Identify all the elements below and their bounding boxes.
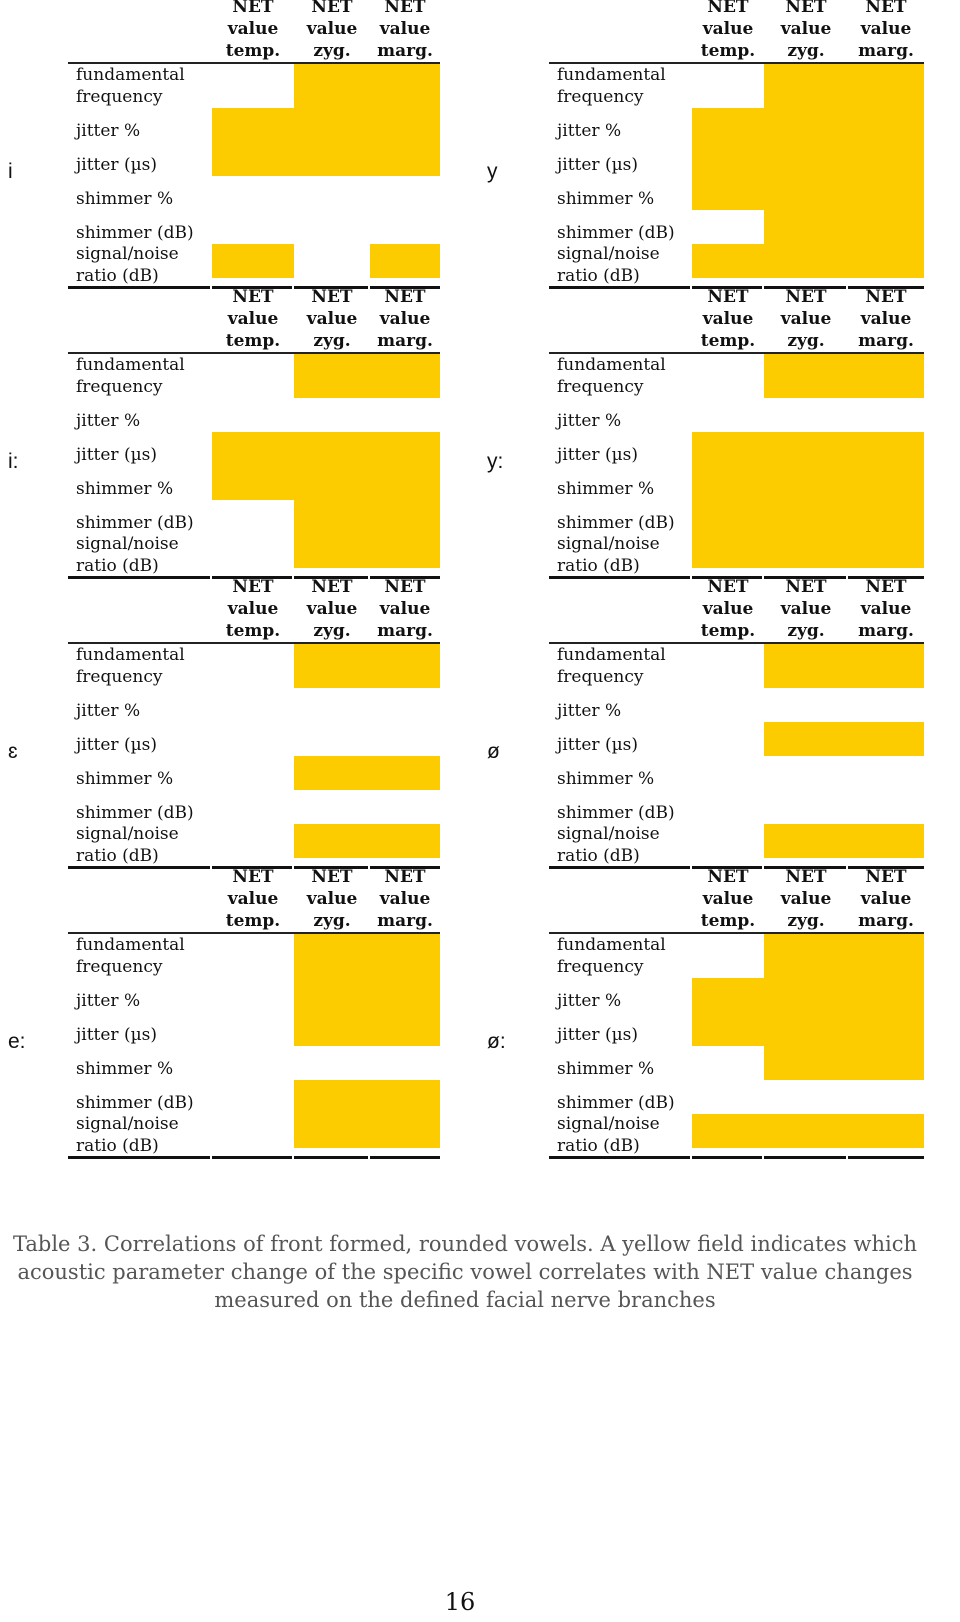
- highlight-cell: [764, 62, 848, 108]
- column-header: NET value temp.: [225, 577, 281, 641]
- parameter-label: fundamental frequency: [557, 645, 666, 687]
- highlight-cell: [692, 244, 764, 278]
- parameter-label: signal/noise ratio (dB): [76, 1114, 179, 1156]
- vowel-label: y:: [487, 450, 504, 473]
- highlight-cell: [764, 1012, 848, 1046]
- parameter-label: shimmer (dB): [76, 1093, 194, 1113]
- highlight-cell: [848, 62, 924, 108]
- parameter-label: jitter %: [557, 701, 622, 721]
- parameter-label: jitter (µs): [557, 445, 638, 465]
- highlight-cell: [764, 244, 848, 278]
- parameter-label: fundamental frequency: [76, 935, 185, 977]
- highlight-cell: [764, 108, 848, 142]
- page-number: 16: [444, 1588, 476, 1616]
- column-header: NET value marg.: [858, 287, 914, 351]
- column-header: NET value zyg.: [780, 0, 832, 61]
- vowel-label: i: [8, 160, 13, 183]
- parameter-label: signal/noise ratio (dB): [557, 1114, 660, 1156]
- highlight-cell: [848, 642, 924, 688]
- parameter-label: jitter (µs): [76, 155, 157, 175]
- parameter-label: shimmer %: [76, 479, 174, 499]
- parameter-label: jitter %: [557, 991, 622, 1011]
- parameter-label: signal/noise ratio (dB): [557, 534, 660, 576]
- parameter-label: jitter (µs): [557, 1025, 638, 1045]
- highlight-cell: [848, 978, 924, 1012]
- bottom-rule: [549, 1156, 690, 1159]
- column-header: NET value zyg.: [780, 867, 832, 931]
- parameter-label: fundamental frequency: [76, 355, 185, 397]
- highlight-cell: [848, 108, 924, 142]
- vowel-label: e:: [8, 1030, 26, 1053]
- parameter-label: fundamental frequency: [557, 355, 666, 397]
- parameter-label: shimmer %: [557, 769, 655, 789]
- column-header: NET value temp.: [700, 577, 756, 641]
- parameter-label: signal/noise ratio (dB): [557, 244, 660, 286]
- parameter-label: shimmer (dB): [557, 803, 675, 823]
- highlight-cell: [692, 1114, 764, 1148]
- column-header: NET value marg.: [377, 577, 433, 641]
- highlight-cell: [848, 1046, 924, 1080]
- column-header: NET value zyg.: [306, 287, 358, 351]
- highlight-cell: [764, 500, 848, 534]
- parameter-label: shimmer (dB): [76, 513, 194, 533]
- highlight-cell: [848, 1012, 924, 1046]
- column-header: NET value marg.: [858, 577, 914, 641]
- parameter-label: shimmer %: [76, 769, 174, 789]
- bottom-rule: [764, 1156, 846, 1159]
- column-header: NET value temp.: [700, 0, 756, 61]
- bottom-rule: [549, 866, 690, 869]
- parameter-label: jitter (µs): [76, 735, 157, 755]
- highlight-cell: [692, 978, 764, 1012]
- column-header: NET value temp.: [700, 287, 756, 351]
- highlight-cell: [764, 176, 848, 210]
- parameter-label: shimmer (dB): [557, 223, 675, 243]
- parameter-label: fundamental frequency: [557, 935, 666, 977]
- parameter-label: shimmer %: [557, 1059, 655, 1079]
- highlight-cell: [764, 352, 848, 398]
- parameter-label: jitter %: [76, 701, 141, 721]
- vowel-table: [0, 0, 960, 290]
- parameter-label: jitter (µs): [76, 445, 157, 465]
- vowel-label: ø:: [487, 1030, 506, 1053]
- highlight-cell: [764, 534, 848, 568]
- highlight-cell: [848, 244, 924, 278]
- parameter-label: signal/noise ratio (dB): [76, 534, 179, 576]
- parameter-label: fundamental frequency: [76, 645, 185, 687]
- highlight-cell: [848, 176, 924, 210]
- highlight-cell: [764, 142, 848, 176]
- parameter-label: fundamental frequency: [76, 65, 185, 107]
- highlight-cell: [764, 932, 848, 978]
- highlight-cell: [764, 1046, 848, 1080]
- bottom-rule: [692, 1156, 762, 1159]
- vowel-label: i:: [8, 450, 19, 473]
- highlight-cell: [848, 1114, 924, 1148]
- parameter-label: jitter %: [76, 121, 141, 141]
- vowel-table: [0, 287, 960, 580]
- column-header: NET value temp.: [225, 0, 281, 61]
- highlight-cell: [848, 932, 924, 978]
- parameter-label: shimmer (dB): [557, 1093, 675, 1113]
- highlight-cell: [764, 978, 848, 1012]
- column-header: NET value zyg.: [780, 287, 832, 351]
- parameter-label: shimmer %: [557, 479, 655, 499]
- highlight-cell: [764, 432, 848, 466]
- parameter-label: jitter %: [557, 121, 622, 141]
- table-caption: Table 3. Correlations of front formed, rounded vowels. A yellow field indicates which acoustic parameter change of the specific vowel correlates with NET value changes measured on the defined facial nerve branches: [13, 1232, 917, 1312]
- highlight-cell: [848, 210, 924, 244]
- highlight-cell: [692, 432, 764, 466]
- column-header: NET value temp.: [225, 867, 281, 931]
- parameter-label: shimmer (dB): [557, 513, 675, 533]
- highlight-cell: [848, 142, 924, 176]
- parameter-label: shimmer (dB): [76, 803, 194, 823]
- highlight-cell: [692, 466, 764, 500]
- highlight-cell: [848, 534, 924, 568]
- vowel-label: ø: [487, 740, 500, 763]
- parameter-label: jitter %: [76, 411, 141, 431]
- highlight-cell: [692, 534, 764, 568]
- highlight-cell: [764, 1114, 848, 1148]
- parameter-label: signal/noise ratio (dB): [76, 244, 179, 286]
- parameter-label: signal/noise ratio (dB): [76, 824, 179, 866]
- bottom-rule: [549, 286, 690, 289]
- parameter-label: jitter %: [76, 991, 141, 1011]
- highlight-cell: [764, 466, 848, 500]
- highlight-cell: [848, 824, 924, 858]
- column-header: NET value temp.: [225, 287, 281, 351]
- highlight-cell: [692, 1012, 764, 1046]
- highlight-cell: [848, 466, 924, 500]
- column-header: NET value marg.: [377, 287, 433, 351]
- vowel-table: [0, 577, 960, 870]
- column-header: NET value marg.: [377, 867, 433, 931]
- column-header: NET value temp.: [700, 867, 756, 931]
- column-header: NET value zyg.: [306, 0, 358, 61]
- highlight-cell: [764, 642, 848, 688]
- parameter-label: jitter (µs): [557, 155, 638, 175]
- parameter-label: shimmer %: [76, 189, 174, 209]
- column-header: NET value marg.: [858, 867, 914, 931]
- parameter-label: jitter (µs): [557, 735, 638, 755]
- highlight-cell: [764, 722, 848, 756]
- column-header: NET value marg.: [858, 0, 914, 61]
- column-header: NET value zyg.: [780, 577, 832, 641]
- highlight-cell: [764, 824, 848, 858]
- vowel-label: ɛ: [8, 740, 18, 763]
- highlight-cell: [764, 210, 848, 244]
- vowel-label: y: [487, 160, 498, 183]
- highlight-cell: [692, 176, 764, 210]
- highlight-cell: [692, 108, 764, 142]
- highlight-cell: [848, 352, 924, 398]
- bottom-rule: [848, 1156, 924, 1159]
- parameter-label: shimmer %: [76, 1059, 174, 1079]
- column-header: NET value marg.: [377, 0, 433, 61]
- parameter-label: shimmer (dB): [76, 223, 194, 243]
- parameter-label: jitter %: [557, 411, 622, 431]
- parameter-label: fundamental frequency: [557, 65, 666, 107]
- parameter-label: jitter (µs): [76, 1025, 157, 1045]
- parameter-label: signal/noise ratio (dB): [557, 824, 660, 866]
- highlight-cell: [692, 142, 764, 176]
- vowel-table: [0, 867, 960, 1160]
- bottom-rule: [549, 576, 690, 579]
- highlight-cell: [848, 432, 924, 466]
- column-header: NET value zyg.: [306, 577, 358, 641]
- highlight-cell: [848, 722, 924, 756]
- parameter-label: shimmer %: [557, 189, 655, 209]
- column-header: NET value zyg.: [306, 867, 358, 931]
- highlight-cell: [692, 500, 764, 534]
- highlight-cell: [848, 500, 924, 534]
